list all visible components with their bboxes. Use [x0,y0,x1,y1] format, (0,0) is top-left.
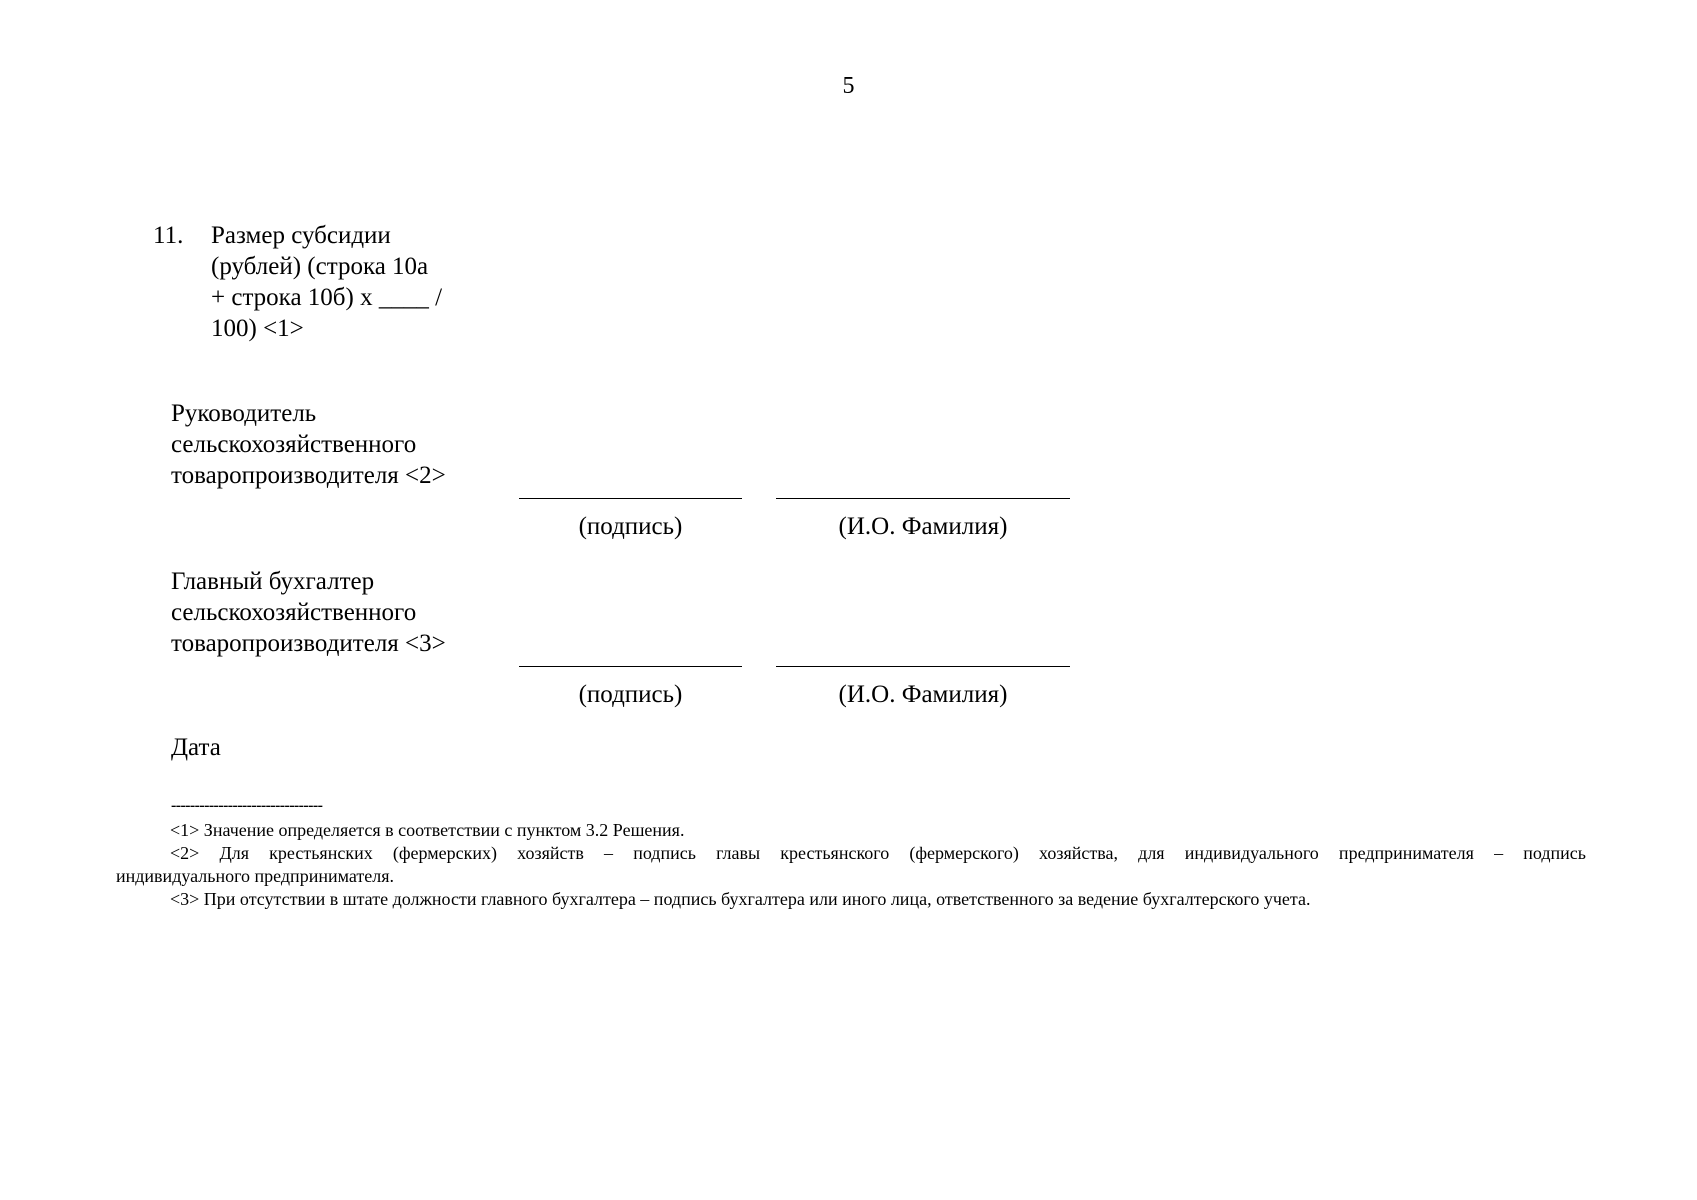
head-signature-caption: (подпись) [578,513,683,540]
accountant-name-caption: (И.О. Фамилия) [838,681,1008,708]
head-name-caption: (И.О. Фамилия) [838,513,1008,540]
accountant-signature-line [519,666,742,667]
footnote-1: <1> Значение определяется в соответствии с пунктом 3.2 Решения. [170,820,685,840]
head-signature-line [519,498,742,499]
label-line: товаропроизводителя <3> [171,630,446,657]
label-line: сельскохозяйственного [171,431,417,458]
accountant-name-line [776,666,1070,667]
footnote-3: <3> При отсутствии в штате должности главного бухгалтера – подпись бухгалтера или иного лица, ответственного за ведение бухгалтерского учета. [170,889,1311,909]
head-name-line [776,498,1070,499]
accountant-signature-label [171,566,446,659]
label-line: сельскохозяйственного [171,599,417,626]
item-text-line: Размер субсидии [211,222,391,249]
date-label: Дата [171,734,221,761]
item-number: 11. [153,222,184,249]
label-line: товаропроизводителя <2> [171,462,446,489]
label-line: Руководитель [171,400,317,427]
footnote-2-line-2: индивидуального предпринимателя. [116,866,394,886]
head-signature-label [171,398,446,491]
item-text-line: + строка 10б) х ____ / [211,284,443,311]
item-text-line: (рублей) (строка 10а [211,253,429,280]
footnote-separator: -------------------------------- [171,797,323,814]
item-text-line: 100) <1> [211,315,304,342]
footnotes [116,819,1586,911]
item-subsidy-text [211,220,442,344]
page-number: 5 [842,73,855,99]
footnote-2-text: <2> Для крестьянских (фермерских) хозяйств – подпись главы крестьянского (фермерского) хозяйства, для индивидуального предпринимателя – подпись [170,843,1586,863]
footnote-2-line-1 [116,842,1586,865]
accountant-signature-caption: (подпись) [578,681,683,708]
label-line: Главный бухгалтер [171,568,375,595]
